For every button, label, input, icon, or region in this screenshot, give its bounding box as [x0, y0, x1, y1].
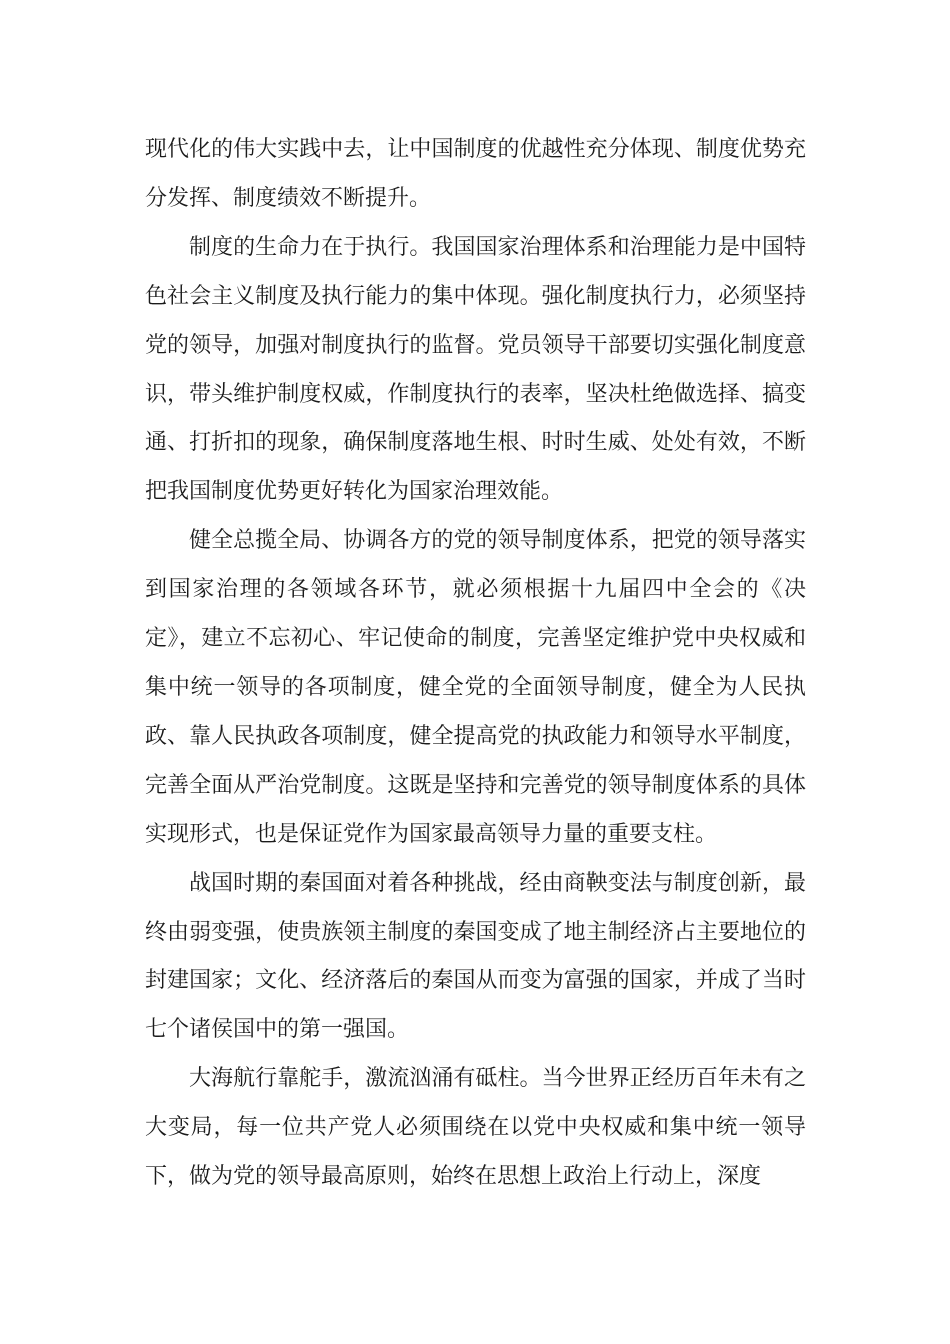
paragraph-5: 大海航行靠舵手，激流汹涌有砥柱。当今世界正经历百年未有之大变局，每一位共产党人必须围绕在以党中央权威和集中统一领导下，做为党的领导最高原则，始终在思想上政治上行动上，深度	[145, 1066, 806, 1190]
paragraph-3: 健全总揽全局、协调各方的党的领导制度体系，把党的领导落实到国家治理的各领域各环节，就必须根据十九届四中全会的《决定》，建立不忘初心、牢记使命的制度，完善坚定维护党中央权威和集中统一领导的各项制度，健全党的全面领导制度，健全为人民执政、靠人民执政各项制度，健全提高党的执政能力和领导水平制度，完善全面从严治党制度。这既是坚持和完善党的领导制度体系的具体实现形式，也是保证党作为国家最高领导力量的重要支柱。	[145, 528, 806, 847]
paragraph-2: 制度的生命力在于执行。我国国家治理体系和治理能力是中国特色社会主义制度及执行能力的集中体现。强化制度执行力，必须坚持党的领导，加强对制度执行的监督。党员领导干部要切实强化制度意识，带头维护制度权威，作制度执行的表率，坚决杜绝做选择、搞变通、打折扣的现象，确保制度落地生根、时时生威、处处有效，不断把我国制度优势更好转化为国家治理效能。	[145, 234, 806, 505]
document-body	[145, 126, 806, 1202]
paragraph-4: 战国时期的秦国面对着各种挑战，经由商鞅变法与制度创新，最终由弱变强，使贵族领主制度的秦国变成了地主制经济占主要地位的封建国家；文化、经济落后的秦国从而变为富强的国家，并成了当时七个诸侯国中的第一强国。	[145, 870, 806, 1043]
paragraph-1: 现代化的伟大实践中去，让中国制度的优越性充分体现、制度优势充分发挥、制度绩效不断提升。	[145, 137, 806, 211]
